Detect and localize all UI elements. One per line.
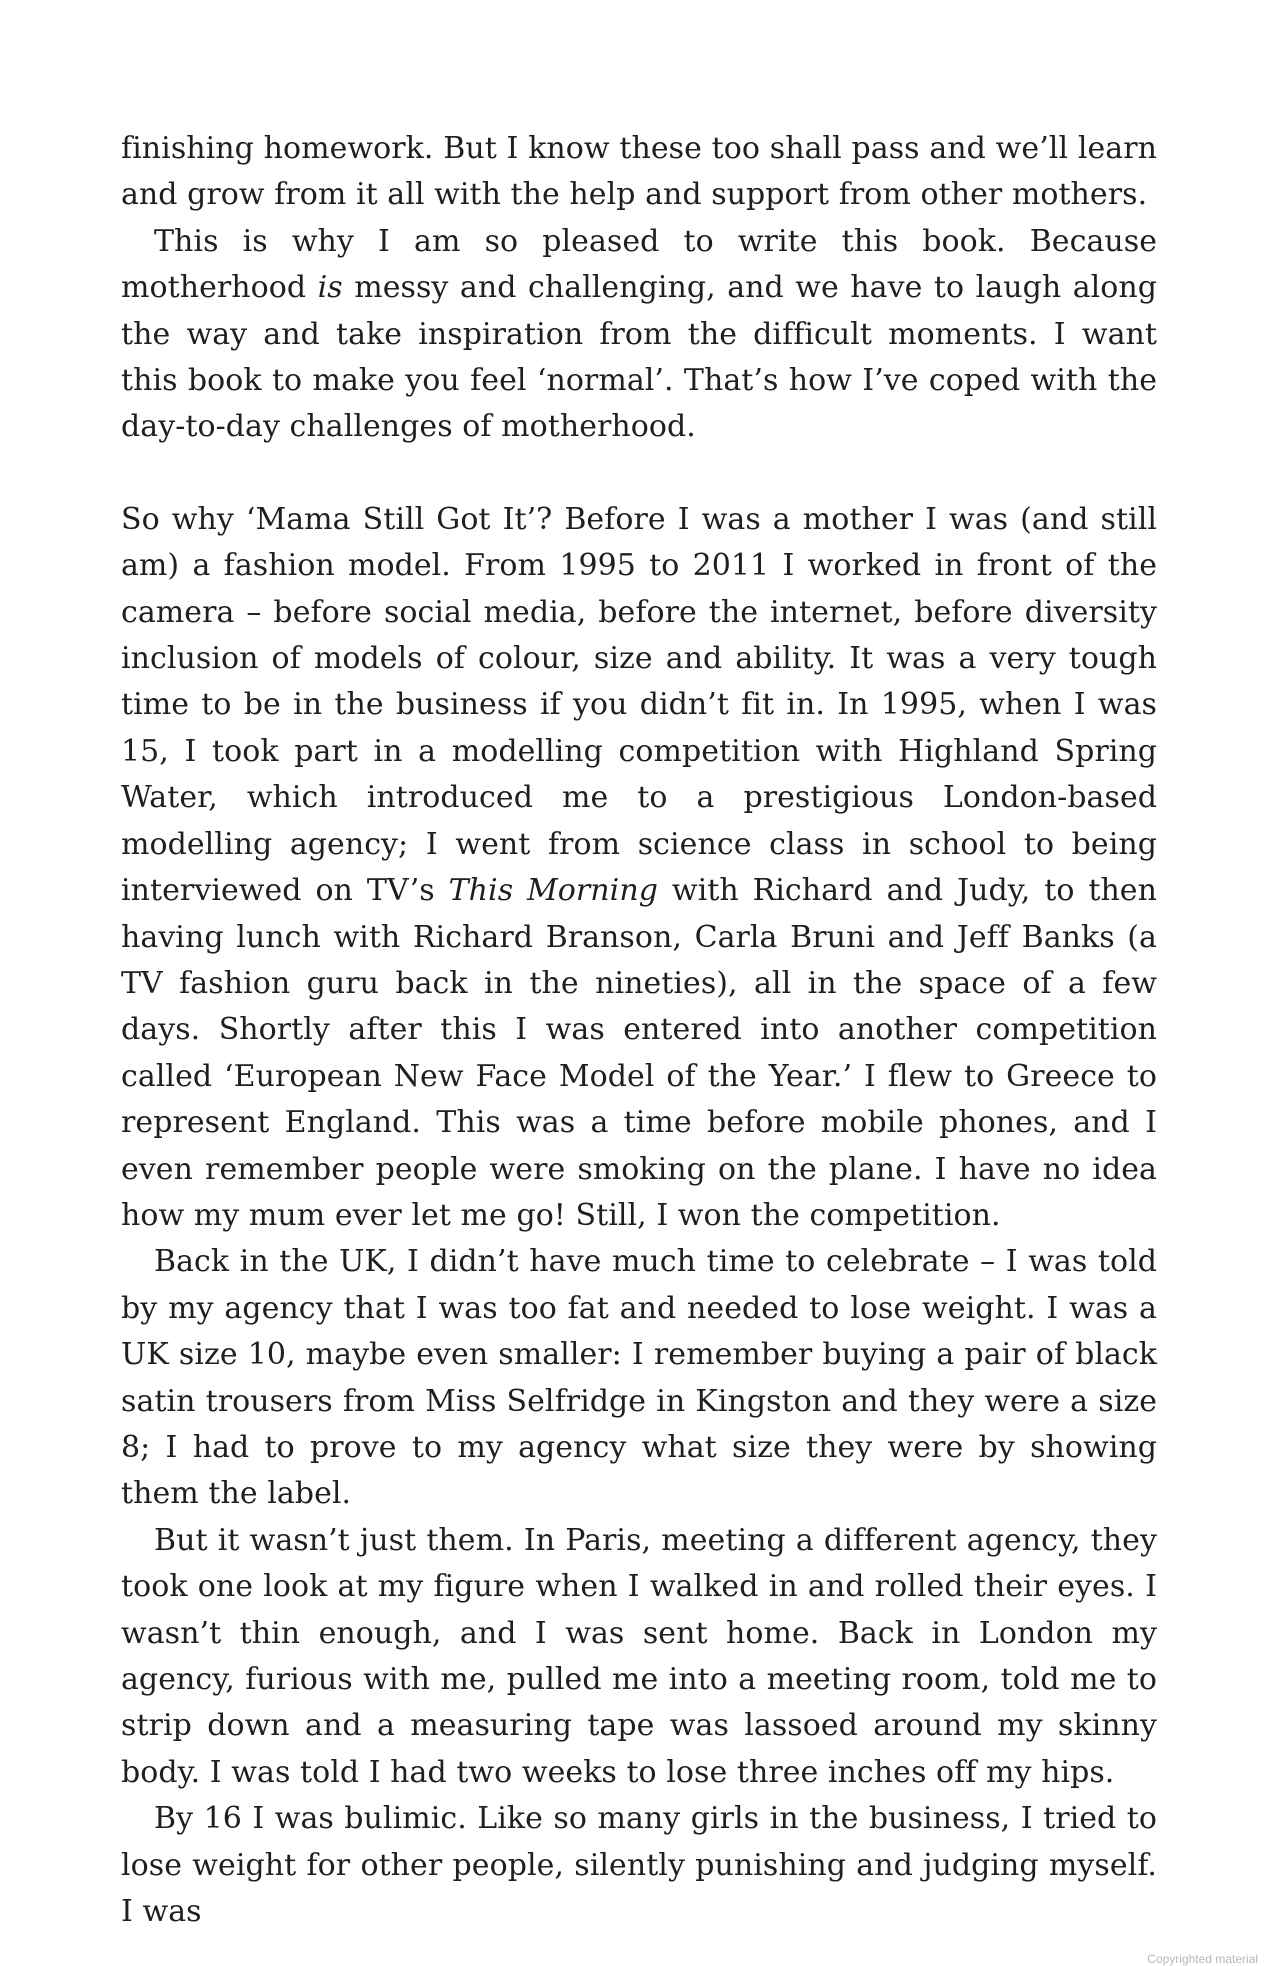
- paragraph-1: finishing homework. But I know these too shall pass and we’ll learn and grow from it all with the help and support from other mothers.: [121, 131, 1157, 213]
- emphasis-show-title: This Morning: [448, 873, 658, 909]
- paragraph-5: But it wasn’t just them. In Paris, meeting a different agency, they took one look at my figure when I walked in and rolled their eyes. I wasn’t thin enough, and I was sent home. Back in London my agency, furious with me, pulled me into a meeting room, told me to strip down and a measuring tape was lassoed around my skinny body. I was told I had two weeks to lose three inches off my hips.: [121, 1522, 1157, 1790]
- emphasis-is: is: [317, 270, 343, 306]
- paragraph-3: So why ‘Mama Still Got It’? Before I was a mother I was (and still am) a fashion model. From 1995 to 2011 I worked in front of the camera – before social media, before the internet, before diversity inclusion of models of colour, size and ability. It was a very tough time to be in the business if you didn’t fit in. In 1995, when I was 15, I took part in a modelling competition with Highland Spring Water, which introduced me to a prestigious London-based modelling agency; I went from science class in school to being interviewed on TV’s This Morning with Richard and Judy, to then having lunch with Richard Branson, Carla Bruni and Jeff Banks (a TV fashion guru back in the nineties), all in the space of a few days. Shortly after this I was entered into another competition called ‘European New Face Model of the Year.’ I flew to Greece to represent England. This was a time before mobile phones, and I even remember people were smoking on the plane. I have no idea how my mum ever let me go! Still, I won the competition.: [121, 501, 1157, 1233]
- book-page-body: [121, 126, 1157, 1935]
- paragraph-6: By 16 I was bulimic. Like so many girls in the business, I tried to lose weight for other people, silently punishing and judging myself. I was: [121, 1801, 1157, 1930]
- section-break: [121, 451, 1157, 497]
- copyright-watermark: Copyrighted material: [1147, 1952, 1258, 1966]
- paragraph-2: This is why I am so pleased to write this book. Because motherhood is messy and challenging, and we have to laugh along the way and take inspiration from the difficult moments. I want this book to make you feel ‘normal’. That’s how I’ve coped with the day-to-day challenges of motherhood.: [121, 223, 1158, 445]
- paragraph-4: Back in the UK, I didn’t have much time to celebrate – I was told by my agency that I was too fat and needed to lose weight. I was a UK size 10, maybe even smaller: I remember buying a pair of black satin trousers from Miss Selfridge in Kingston and they were a size 8; I had to prove to my agency what size they were by showing them the label.: [121, 1244, 1157, 1512]
